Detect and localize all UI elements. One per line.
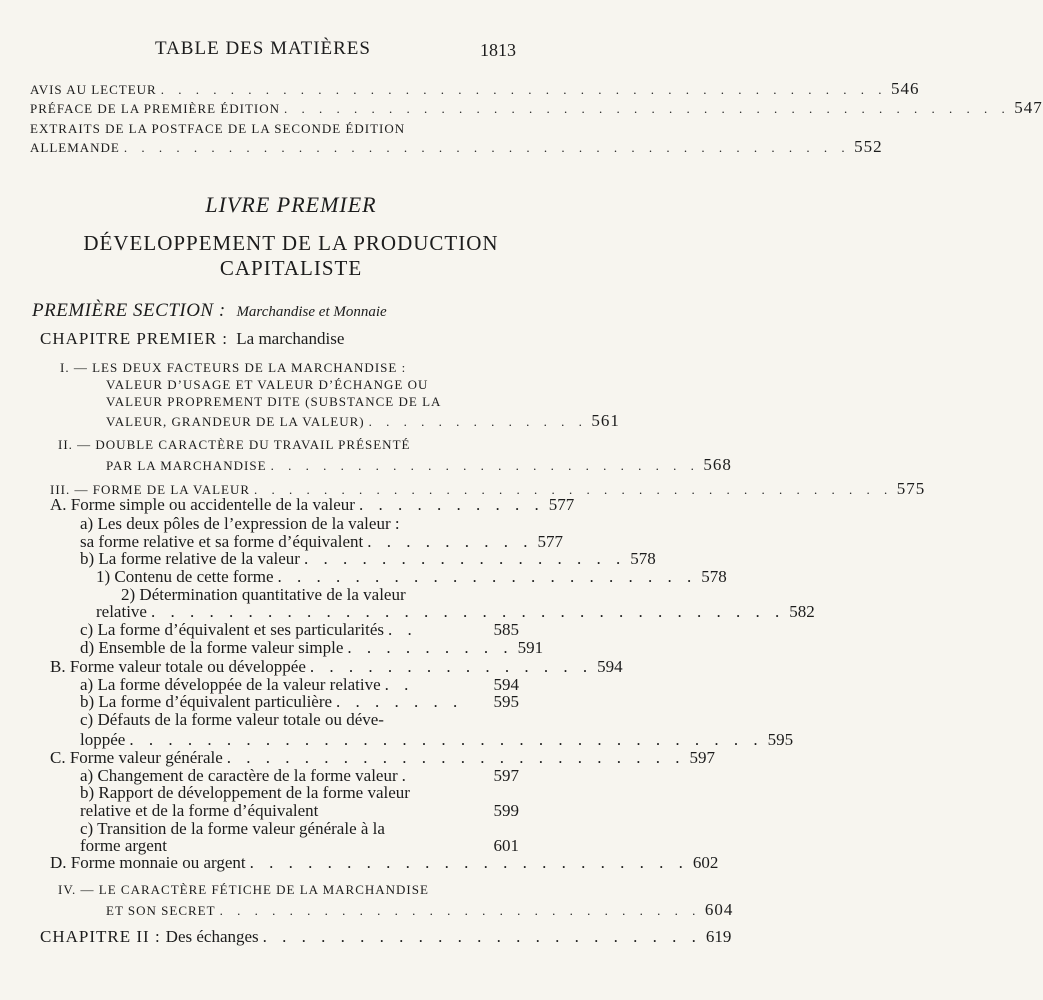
toc-A-c [80, 620, 519, 640]
toc-s4-line1: IV. — LE CARACTÈRE FÉTICHE DE LA MARCHANDISE [58, 882, 429, 897]
entry-title: a) La forme développée de la valeur relative [80, 675, 381, 694]
livre-title-line1: DÉVELOPPEMENT DE LA PRODUCTION [83, 231, 499, 255]
toc-D [50, 853, 719, 873]
toc-C-b [80, 801, 519, 821]
dot-leader: . . . . . . . . . . . . . . . . . . . . . . . . . . . . . . . . . [150, 602, 785, 621]
entry-page: 582 [789, 602, 815, 621]
dot-leader: . . . . . . . . . . . . . . . . . . . . . . . . . . . . . . . . . [129, 730, 764, 749]
entry-page: 546 [890, 79, 920, 98]
running-header-title: TABLE DES MATIÈRES [155, 38, 371, 59]
entry-title: 1) Contenu de cette forme [96, 567, 274, 586]
toc-A-b2-line1: 2) Détermination quantitative de la valeur [121, 585, 406, 604]
chapter1-label: CHAPITRE PREMIER : [40, 329, 229, 348]
toc-C-c-line1: c) Transition de la forme valeur générale à la [80, 819, 385, 838]
toc-entry-avis [30, 79, 920, 99]
entry-page: 619 [705, 927, 732, 946]
dot-leader: . . . . . . . . . . . . . . . . . . . . . . . . . . . . [219, 903, 701, 918]
dot-leader: . . . . . . . . . [347, 638, 514, 657]
toc-A-b [80, 549, 656, 569]
entry-title: loppée [80, 730, 126, 749]
entry-page: 604 [704, 900, 734, 919]
toc-chapter2 [40, 927, 732, 947]
chapter2-label: CHAPITRE II : [40, 927, 161, 946]
dot-leader: . . . . . . . . . . . . . . . . . . . . . . . . . . . . . . . . . . . . . [254, 482, 893, 497]
entry-page: 575 [896, 479, 926, 498]
toc-entry-postface-line1: EXTRAITS DE LA POSTFACE DE LA SECONDE ÉDITION [30, 121, 406, 136]
dot-leader: . . . . . . . . . . . . . . . . . . . . . . . . . . . . . . . . . . . . . . . . . . [284, 101, 1011, 116]
dot-leader: . . . . . . . . . . . . . . . . . . . . . . . [249, 853, 689, 872]
entry-page: 597 [493, 766, 519, 785]
entry-title: b) La forme d’équivalent particulière [80, 692, 333, 711]
toc-s2 [106, 455, 732, 475]
dot-leader: . . . . . . . . . . . . . . . . . . . . . . [277, 567, 697, 586]
section-heading [32, 300, 387, 322]
toc-entry-preface [30, 98, 1043, 118]
entry-title: relative [96, 602, 147, 621]
chapter1-heading [40, 329, 344, 349]
entry-title: PAR LA MARCHANDISE [106, 458, 267, 473]
entry-page: 602 [692, 853, 719, 872]
entry-title: a) Changement de caractère de la forme valeur [80, 766, 398, 785]
entry-title: D. Forme monnaie ou argent [50, 853, 246, 872]
entry-page: 594 [493, 675, 519, 694]
dot-leader: . . . . . . . . . . . . . . . . . . . . . . . . . [270, 458, 700, 473]
entry-title: B. Forme valeur totale ou développée [50, 657, 306, 676]
entry-title: ALLEMANDE [30, 140, 120, 155]
entry-title: III. — FORME DE LA VALEUR [50, 482, 251, 497]
toc-A [50, 495, 575, 515]
entry-page: 547 [1014, 98, 1043, 117]
toc-C-b-line1: b) Rapport de développement de la forme valeur [80, 783, 410, 802]
chapter1-title: La marchandise [236, 329, 345, 348]
entry-page: 578 [701, 567, 727, 586]
dot-leader: . . [387, 620, 418, 639]
entry-page: 595 [493, 692, 519, 711]
entry-page: 561 [591, 411, 620, 430]
entry-page: 601 [493, 836, 519, 855]
toc-s1-line1: I. — LES DEUX FACTEURS DE LA MARCHANDISE : [60, 360, 407, 375]
toc-A-a-line1: a) Les deux pôles de l’expression de la valeur : [80, 514, 400, 533]
dot-leader: . . . . . . . . . . . . . [368, 414, 588, 429]
dot-leader: . . [384, 675, 414, 694]
toc-A-b1 [96, 567, 727, 587]
entry-page: 594 [597, 657, 623, 676]
toc-B-c [80, 730, 794, 750]
page-number: 1813 [480, 40, 516, 60]
entry-title: relative et de la forme d’équivalent [80, 801, 319, 820]
entry-page: 599 [493, 801, 519, 820]
entry-page: 595 [767, 730, 794, 749]
dot-leader: . . . . . . . [336, 692, 463, 711]
dot-leader: . [401, 766, 412, 785]
entry-page: 552 [854, 137, 883, 156]
entry-title: sa forme relative et sa forme d’équivalent [80, 532, 364, 551]
dot-leader: . . . . . . . . . . . . . . . . . . . . . . . [262, 927, 702, 946]
dot-leader: . . . . . . . . . . . . . . . . . . . . . . . . [226, 748, 686, 767]
entry-page: 597 [689, 748, 716, 767]
toc-A-b2 [96, 602, 815, 622]
dot-leader: . . . . . . . . . . . . . . . . . . . . . . . . . . . . . . . . . . . . . . . . . . [123, 140, 851, 155]
entry-title: forme argent [80, 836, 168, 855]
entry-title: VALEUR, GRANDEUR DE LA VALEUR) [106, 414, 365, 429]
toc-s1 [106, 411, 620, 431]
entry-title: PRÉFACE DE LA PREMIÈRE ÉDITION [30, 101, 281, 116]
toc-C [50, 748, 716, 768]
livre-heading: LIVRE PREMIER [205, 192, 377, 217]
toc-s1-line3: VALEUR PROPREMENT DITE (SUBSTANCE DE LA [106, 394, 442, 409]
entry-title: d) Ensemble de la forme valeur simple [80, 638, 344, 657]
dot-leader: . . . . . . . . . [367, 532, 533, 551]
dot-leader: . . . . . . . . . . . . . . . . . [303, 549, 626, 568]
toc-s1-line2: VALEUR D’USAGE ET VALEUR D’ÉCHANGE OU [106, 377, 429, 392]
chapter2-title: Des échanges [165, 927, 259, 946]
toc-B-b [80, 692, 519, 712]
section-title: Marchandise et Monnaie [236, 304, 387, 320]
entry-page: 585 [493, 620, 519, 639]
toc-A-d [80, 638, 544, 658]
entry-page: 568 [703, 455, 732, 474]
dot-leader: . . . . . . . . . . [358, 495, 545, 514]
toc-B-c-line1: c) Défauts de la forme valeur totale ou déve- [80, 710, 384, 729]
entry-title: A. Forme simple ou accidentelle de la valeur [50, 495, 355, 514]
entry-page: 591 [517, 638, 544, 657]
entry-title: AVIS AU LECTEUR [30, 82, 157, 97]
entry-page: 578 [630, 549, 656, 568]
dot-leader: . . . . . . . . . . . . . . . [309, 657, 593, 676]
entry-title: ET SON SECRET [106, 903, 216, 918]
toc-s4 [106, 900, 734, 920]
livre-title-line2: CAPITALISTE [219, 256, 363, 280]
entry-title: c) La forme d’équivalent et ses particularités [80, 620, 384, 639]
toc-entry-postface [30, 137, 883, 157]
entry-page: 577 [537, 532, 563, 551]
toc-B [50, 657, 623, 677]
entry-title: b) La forme relative de la valeur [80, 549, 300, 568]
dot-leader: . . . . . . . . . . . . . . . . . . . . . . . . . . . . . . . . . . . . . . . . . . [160, 82, 887, 97]
entry-title: C. Forme valeur générale [50, 748, 223, 767]
entry-page: 577 [548, 495, 575, 514]
toc-s2-line1: II. — DOUBLE CARACTÈRE DU TRAVAIL PRÉSENTÉ [58, 437, 411, 452]
section-label: PREMIÈRE SECTION : [32, 300, 226, 321]
